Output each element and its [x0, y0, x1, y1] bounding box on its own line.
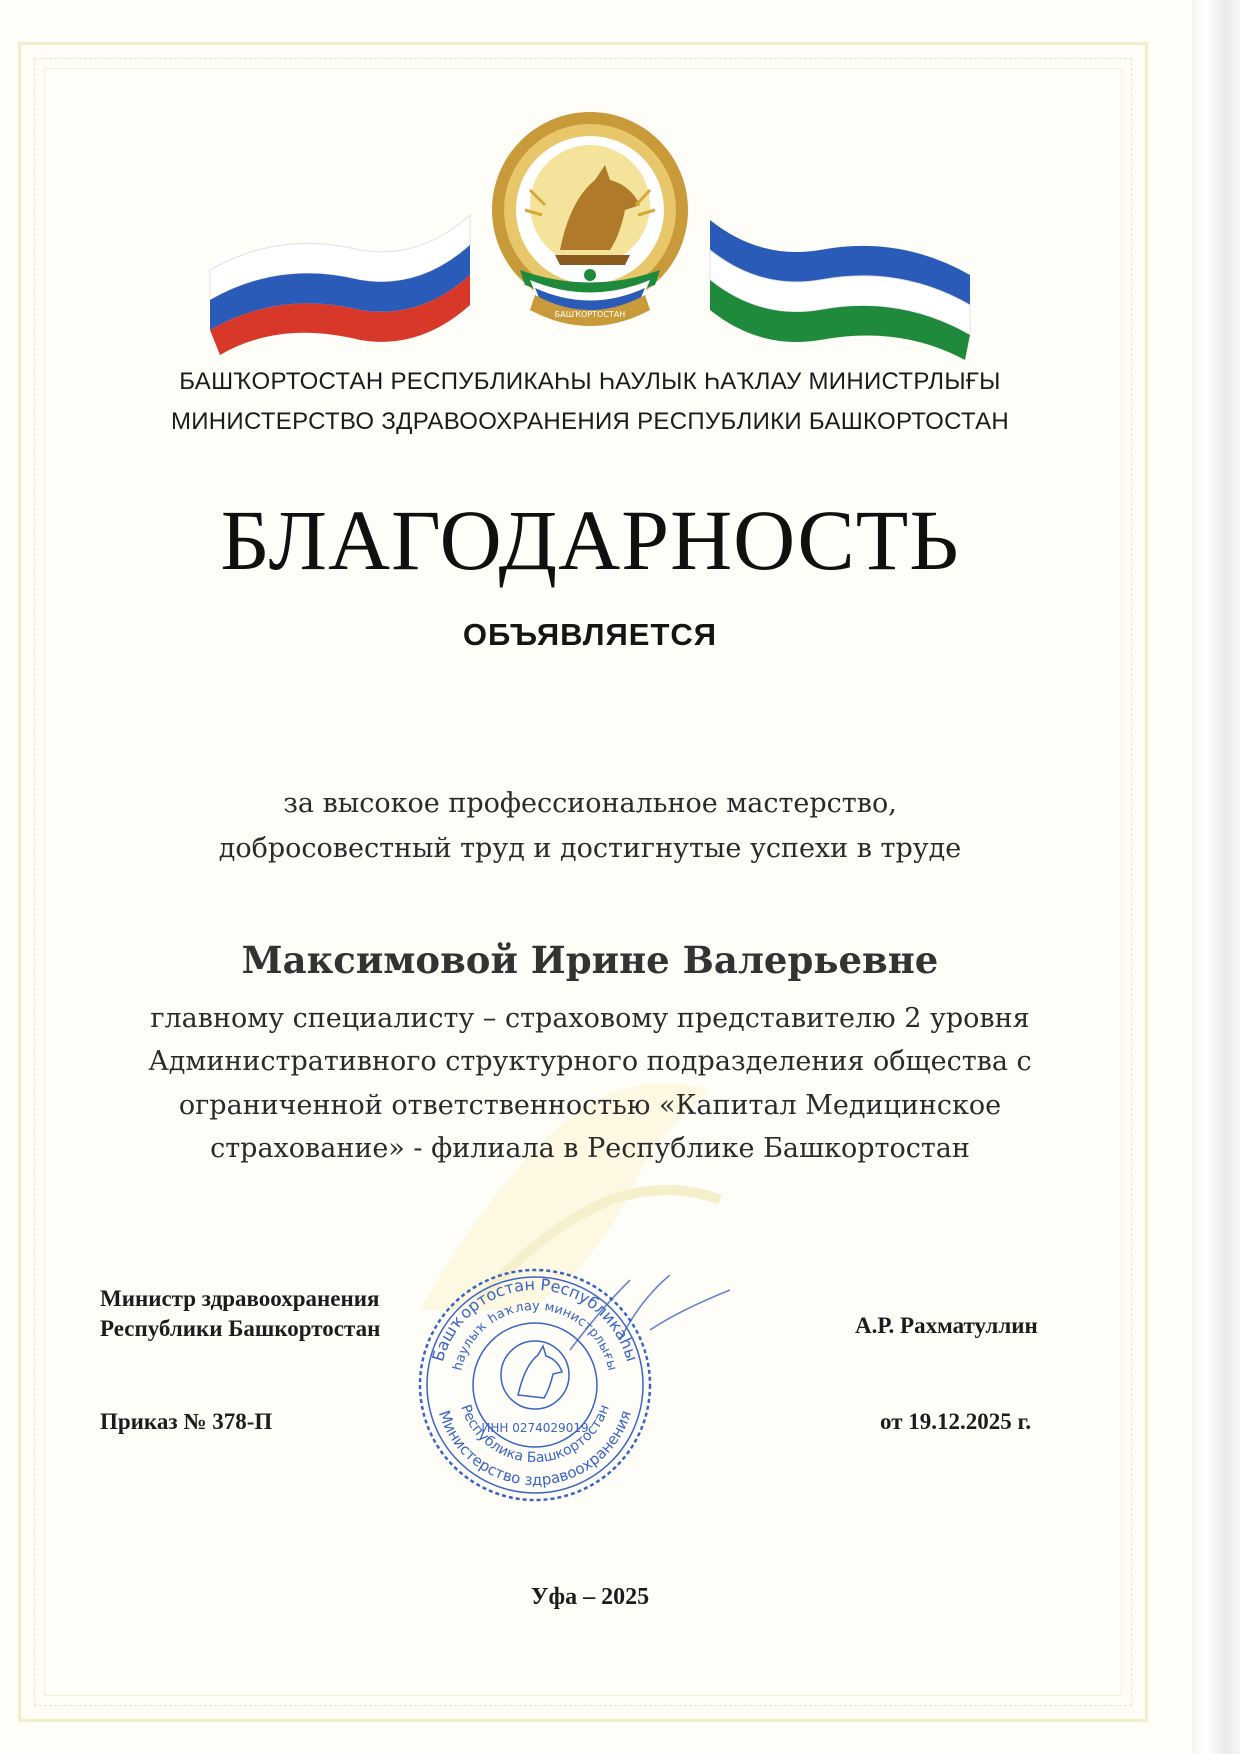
stamp-inn: ИНН 0274029019 — [481, 1421, 589, 1435]
stamp-text-bottom: Республика Башкортостан — [457, 1402, 613, 1467]
position-line-1: главному специалисту – страховому представителю 2 уровня — [150, 1003, 1030, 1034]
position-line-2: Административного структурного подразделения общества с — [148, 1046, 1032, 1077]
signer-title-line-2: Республики Башкортостан — [100, 1316, 381, 1341]
stamp-text-top-2: һаулыҡ һаҡлау министрлығы — [450, 1298, 620, 1373]
order-number: Приказ № 378-П — [100, 1409, 273, 1434]
position-line-4: страхование» - филиала в Республике Башкортостан — [210, 1133, 970, 1164]
signer-name: А.Р. Рахматуллин — [855, 1313, 1038, 1338]
scan-edge — [1192, 0, 1240, 1754]
bashkortostan-emblem-icon — [492, 112, 688, 326]
state-emblem-with-flags-icon — [200, 110, 980, 360]
order-date: от 19.12.2025 г. — [880, 1409, 1032, 1434]
announced-label: ОБЪЯВЛЯЕТСЯ — [462, 617, 718, 652]
ministry-name-bashkir: БАШҠОРТОСТАН РЕСПУБЛИКАҺЫ ҺАУЛЫК ҺАҠЛАУ МИНИСТРЛЫҒЫ — [179, 368, 1001, 395]
reason-line-1: за высокое профессиональное мастерство, — [283, 788, 897, 819]
stamp-text-top: Башҡортостан Республикаһы — [428, 1274, 642, 1364]
bashkortostan-flag-ribbon-icon — [710, 220, 970, 360]
ministry-name-russian: МИНИСТЕРСТВО ЗДРАВООХРАНЕНИЯ РЕСПУБЛИКИ БАШКОРТОСТАН — [170, 408, 1010, 435]
reason-line-2: добросовестный труд и достигнутые успехи в труде — [218, 833, 962, 864]
russian-flag-ribbon-icon — [210, 215, 470, 355]
signer-title — [100, 1284, 380, 1344]
city-year: Уфа – 2025 — [530, 1584, 650, 1610]
position-line-3: ограниченной ответственностью «Капитал Медицинское — [178, 1090, 1002, 1121]
certificate-title: БЛАГОДАРНОСТЬ — [220, 492, 960, 588]
recipient-name: Максимовой Ирине Валерьевне — [241, 938, 939, 982]
stamp-text-bottom-2: Министерство здравоохранения — [434, 1408, 635, 1490]
signer-title-line-1: Министр здравоохранения — [100, 1286, 380, 1311]
emblem-ribbon-text: БАШҠОРТОСТАН — [554, 310, 626, 319]
official-stamp-icon — [410, 1260, 660, 1510]
